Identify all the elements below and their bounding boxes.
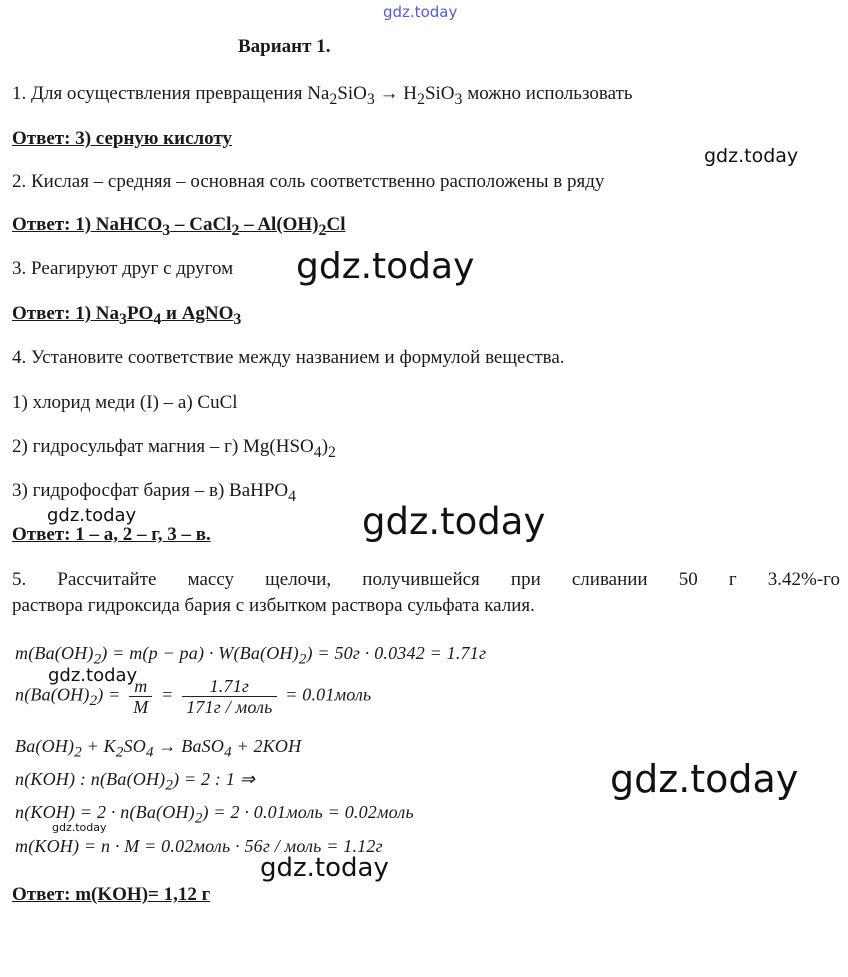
match-item-3: 3) гидрофосфат бария – в) BaHPO$_4$ bbox=[12, 480, 297, 505]
formula-mass-koh: m(KOH) = n · M = 0.02моль · 56г / моль = 1.12г bbox=[15, 836, 383, 856]
watermark: gdz.today bbox=[383, 3, 458, 21]
formula-moles-koh: $n(KOH) = 2 \cdot n(Ba(OH)_2) = 2$ · 0.01моль = 0.02моль bbox=[15, 802, 414, 827]
page-title: Вариант 1. bbox=[238, 36, 331, 57]
watermark: gdz.today bbox=[52, 821, 107, 834]
answer-4: Ответ: 1 – а, 2 – г, 3 – в. bbox=[12, 524, 211, 545]
question-4: 4. Установите соответствие между названием и формулой вещества. bbox=[12, 347, 565, 368]
watermark: gdz.today bbox=[260, 853, 389, 883]
match-item-1: 1) хлорид меди (I) – а) CuCl bbox=[12, 392, 238, 413]
question-3: 3. Реагируют друг с другом bbox=[12, 258, 234, 279]
answer-1: Ответ: 3) серную кислоту bbox=[12, 128, 232, 149]
reaction-equation: $Ba(OH)_2 + K_2SO_4$ → BaSO$_4$ + 2KOH bbox=[15, 736, 302, 761]
formula-mass-baoh2: $m(Ba(OH)_2) = m(p - pa) \cdot W(Ba(OH)_2) = 50г \cdot 0.0342 = 1.71г$ bbox=[15, 643, 487, 668]
answer-5: Ответ: m(KOH)= 1,12 г bbox=[12, 884, 211, 905]
answer-2: Ответ: 1) NaHCO$_3$ – CaCl$_2$ – $Al(OH)_2Cl$ bbox=[12, 214, 346, 239]
question-2: 2. Кислая – средняя – основная соль соответственно расположены в ряду bbox=[12, 171, 605, 192]
fraction-m-over-M: $\frac{m}{M}$ bbox=[129, 676, 152, 717]
watermark: gdz.today bbox=[47, 505, 137, 526]
watermark: gdz.today bbox=[362, 500, 546, 543]
watermark: gdz.today bbox=[704, 145, 799, 167]
watermark: gdz.today bbox=[48, 665, 138, 686]
question-5: 5. Рассчитайте массу щелочи, получившейся при сливании 50 г 3.42%-го раствора гидроксида бария с избытком раствора сульфата калия. bbox=[12, 569, 840, 616]
watermark: gdz.today bbox=[296, 246, 475, 287]
question-1: 1. Для осуществления превращения $Na_2SiO_3 \to H_2SiO_3$ можно использовать bbox=[12, 83, 633, 108]
mole-ratio: n(KOH) : $n(Ba(OH)_2) = 2$ : 1 ⇒ bbox=[15, 769, 255, 794]
watermark: gdz.today bbox=[610, 757, 799, 801]
formula-moles-baoh2: $n(Ba(OH)_2)$ = $\frac{m}{M}$ = $\frac{1.71г}{\text{171г / моль}}$ = 0.01моль bbox=[15, 676, 372, 717]
answer-3: Ответ: 1) $Na_3PO_4$ и AgNO$_3$ bbox=[12, 303, 242, 328]
fraction-values: $\frac{1.71г}{\text{171г / моль}}$ bbox=[182, 676, 276, 717]
match-item-2: 2) гидросульфат магния – г) $Mg(HSO_4)_2$ bbox=[12, 436, 336, 461]
